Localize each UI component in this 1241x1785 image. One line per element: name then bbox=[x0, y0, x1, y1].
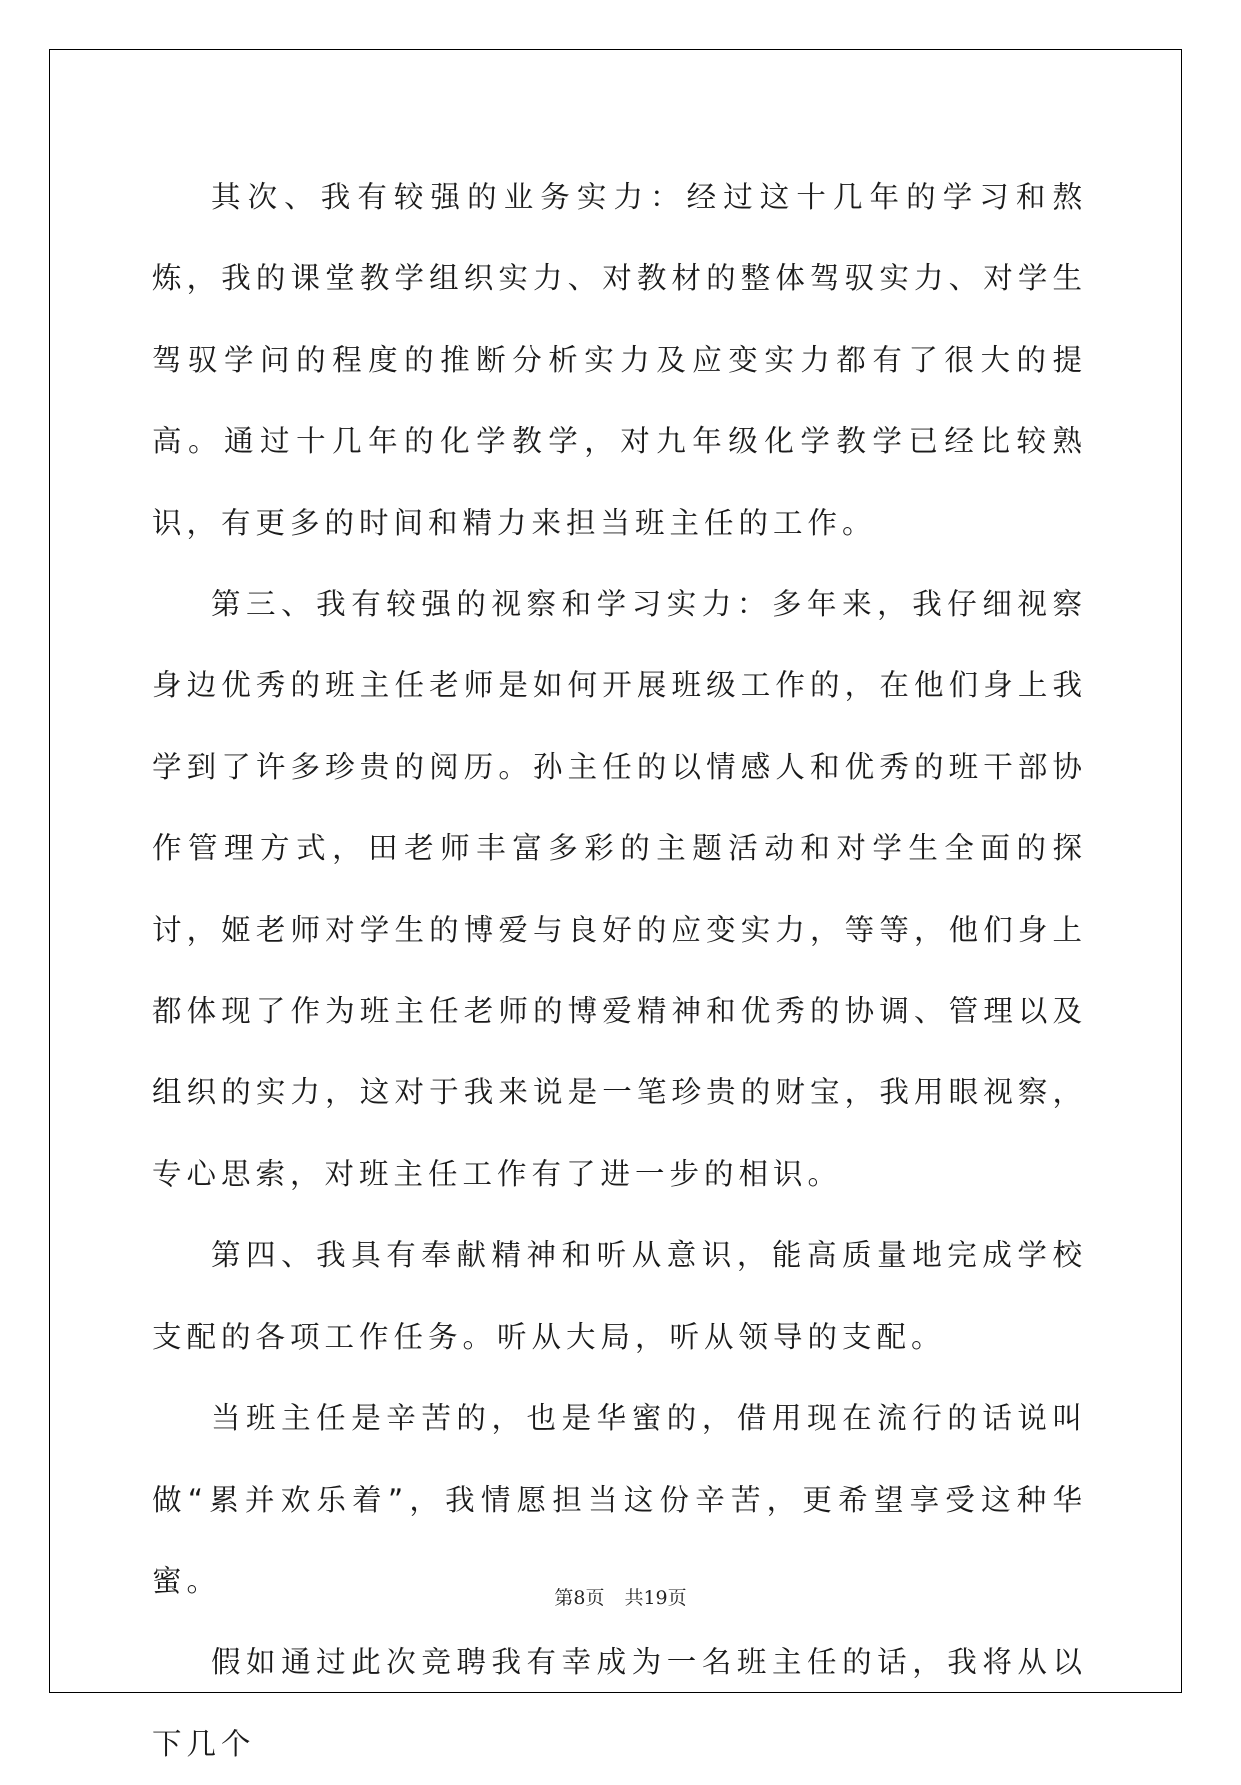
page-number: 第8页 bbox=[554, 1587, 605, 1609]
body-text bbox=[152, 157, 1087, 1785]
paragraph: 第三、我有较强的视察和学习实力：多年来，我仔细视察身边优秀的班主任老师是如何开展班级工作的，在他们身上我学到了许多珍贵的阅历。孙主任的以情感人和优秀的班干部协作管理方式，田老师丰富多彩的主题活动和对学生全面的探讨，姬老师对学生的博爱与良好的应变实力，等等，他们身上都体现了作为班主任老师的博爱精神和优秀的协调、管理以及组织的实力，这对于我来说是一笔珍贵的财宝，我用眼视察，专心思索，对班主任工作有了进一步的相识。 bbox=[152, 587, 1087, 1191]
paragraph: 假如通过此次竞聘我有幸成为一名班主任的话，我将从以下几个 bbox=[152, 1645, 1087, 1761]
page-total: 共19页 bbox=[624, 1587, 687, 1609]
page-footer bbox=[0, 1586, 1241, 1610]
paragraph: 当班主任是辛苦的，也是华蜜的，借用现在流行的话说叫做“累并欢乐着”，我情愿担当这份辛苦，更希望享受这种华蜜。 bbox=[152, 1401, 1087, 1598]
paragraph: 其次、我有较强的业务实力：经过这十几年的学习和熬炼，我的课堂教学组织实力、对教材的整体驾驭实力、对学生驾驭学问的程度的推断分析实力及应变实力都有了很大的提高。通过十几年的化学教学，对九年级化学教学已经比较熟识，有更多的时间和精力来担当班主任的工作。 bbox=[152, 180, 1087, 540]
paragraph: 第四、我具有奉献精神和听从意识，能高质量地完成学校支配的各项工作任务。听从大局，听从领导的支配。 bbox=[152, 1238, 1087, 1354]
